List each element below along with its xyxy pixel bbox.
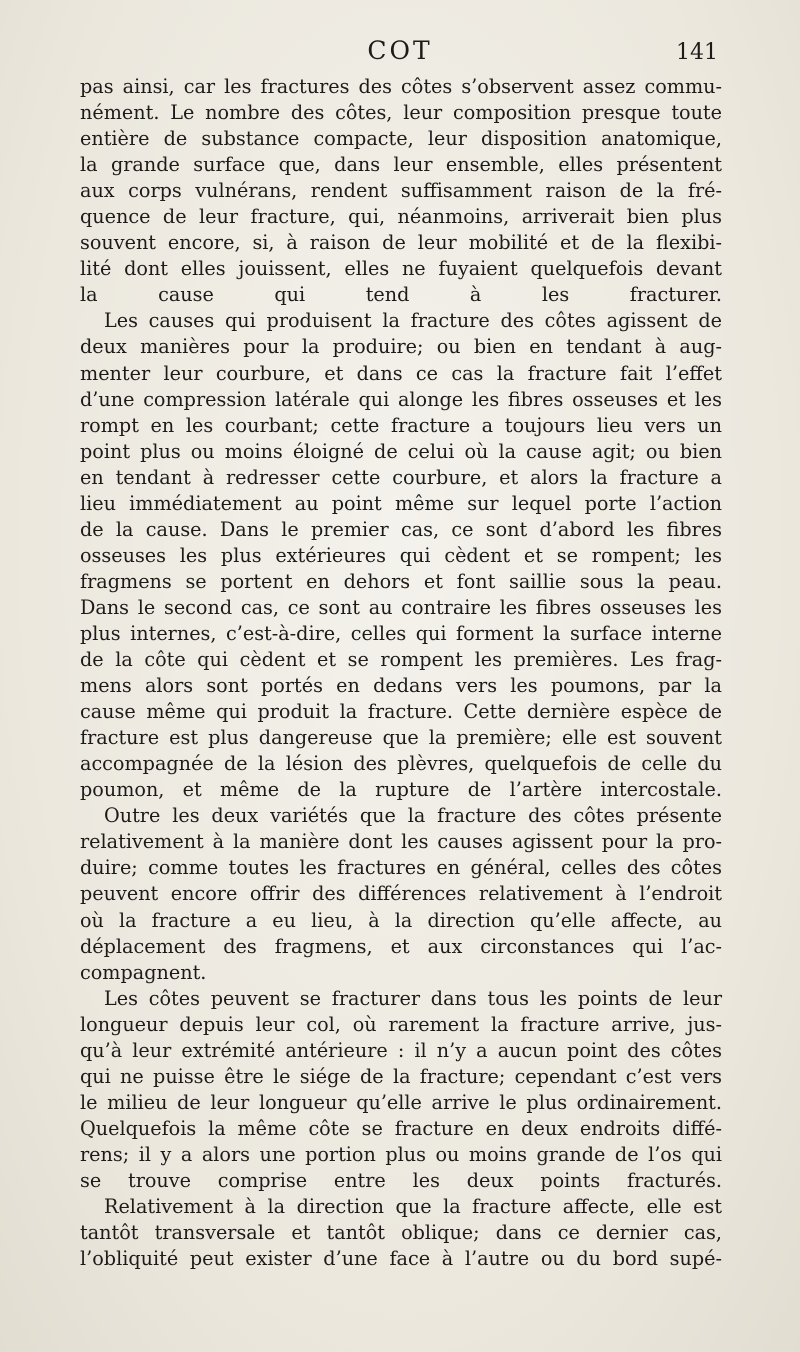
- text-line: en tendant à redresser cette courbure, et alors la fracture a: [80, 465, 722, 489]
- text-line: se trouve comprise entre les deux points fracturés.: [80, 1168, 722, 1192]
- text-line: de la côte qui cèdent et se rompent les premières. Les frag-: [80, 648, 722, 672]
- text-line: d’une compression latérale qui alonge les fibres osseuses et les: [80, 387, 722, 411]
- text-line: souvent encore, si, à raison de leur mobilité et de la flexibi-: [80, 231, 722, 255]
- text-line: osseuses les plus extérieures qui cèdent et se rompent; les: [80, 543, 722, 567]
- text-line: qu’à leur extrémité antérieure : il n’y a aucun point des côtes: [80, 1038, 722, 1062]
- page-number: 141: [676, 40, 718, 65]
- text-line: Relativement à la direction que la fracture affecte, elle est: [104, 1195, 722, 1219]
- text-line: entière de substance compacte, leur disposition anatomique,: [80, 127, 722, 151]
- text-line: poumon, et même de la rupture de l’artère intercostale.: [80, 778, 722, 802]
- text-line: fracture est plus dangereuse que la première; elle est souvent: [80, 726, 722, 750]
- text-line: compagnent.: [80, 960, 207, 984]
- text-line: la cause qui tend à les fracturer.: [80, 283, 722, 307]
- text-line: menter leur courbure, et dans ce cas la fracture fait l’effet: [80, 361, 722, 385]
- text-line: peuvent encore offrir des différences relativement à l’endroit: [80, 882, 722, 906]
- text-line: quence de leur fracture, qui, néanmoins, arriverait bien plus: [80, 205, 722, 229]
- text-line: où la fracture a eu lieu, à la direction qu’elle affecte, au: [80, 908, 722, 932]
- text-line: rompt en les courbant; cette fracture a toujours lieu vers un: [80, 413, 722, 437]
- running-head: COT: [367, 36, 433, 65]
- text-line: Dans le second cas, ce sont au contraire les fibres osseuses les: [80, 595, 722, 619]
- text-line: rens; il y a alors une portion plus ou moins grande de l’os qui: [80, 1142, 722, 1166]
- text-line: aux corps vulnérans, rendent suffisamment raison de la fré-: [80, 179, 722, 203]
- text-line: lité dont elles jouissent, elles ne fuyaient quelquefois devant: [80, 257, 722, 281]
- text-line: le milieu de leur longueur qu’elle arrive le plus ordinairement.: [80, 1090, 722, 1114]
- text-line: fragmens se portent en dehors et font saillie sous la peau.: [80, 569, 722, 593]
- text-line: Les causes qui produisent la fracture des côtes agissent de: [104, 309, 722, 333]
- text-line: tantôt transversale et tantôt oblique; dans ce dernier cas,: [80, 1221, 722, 1245]
- text-line: Outre les deux variétés que la fracture des côtes présente: [104, 804, 722, 828]
- text-line: nément. Le nombre des côtes, leur composition presque toute: [80, 101, 722, 125]
- text-line: point plus ou moins éloigné de celui où la cause agit; ou bien: [80, 439, 722, 463]
- text-line: l’obliquité peut exister d’une face à l’autre ou du bord supé-: [80, 1247, 722, 1271]
- body-text: [80, 74, 722, 1272]
- text-line: cause même qui produit la fracture. Cette dernière espèce de: [80, 700, 722, 724]
- text-line: relativement à la manière dont les causes agissent pour la pro-: [80, 830, 722, 854]
- text-line: déplacement des fragmens, et aux circonstances qui l’ac-: [80, 934, 722, 958]
- text-line: longueur depuis leur col, où rarement la fracture arrive, jus-: [80, 1012, 722, 1036]
- text-line: pas ainsi, car les fractures des côtes s’observent assez commu-: [80, 75, 722, 98]
- text-line: qui ne puisse être le siége de la fracture; cependant c’est vers: [80, 1064, 722, 1088]
- text-line: deux manières pour la produire; ou bien en tendant à aug-: [80, 335, 722, 359]
- text-line: plus internes, c’est-à-dire, celles qui forment la surface interne: [80, 621, 722, 645]
- page-header: [80, 36, 720, 76]
- text-line: lieu immédiatement au point même sur lequel porte l’action: [80, 491, 722, 515]
- text-line: duire; comme toutes les fractures en général, celles des côtes: [80, 856, 722, 880]
- text-line: la grande surface que, dans leur ensemble, elles présentent: [80, 153, 722, 177]
- text-line: accompagnée de la lésion des plèvres, quelquefois de celle du: [80, 752, 722, 776]
- text-line: de la cause. Dans le premier cas, ce sont d’abord les fibres: [80, 517, 722, 541]
- text-line: Quelquefois la même côte se fracture en deux endroits diffé-: [80, 1116, 722, 1140]
- text-line: Les côtes peuvent se fracturer dans tous les points de leur: [104, 986, 722, 1010]
- text-line: mens alors sont portés en dedans vers les poumons, par la: [80, 674, 722, 698]
